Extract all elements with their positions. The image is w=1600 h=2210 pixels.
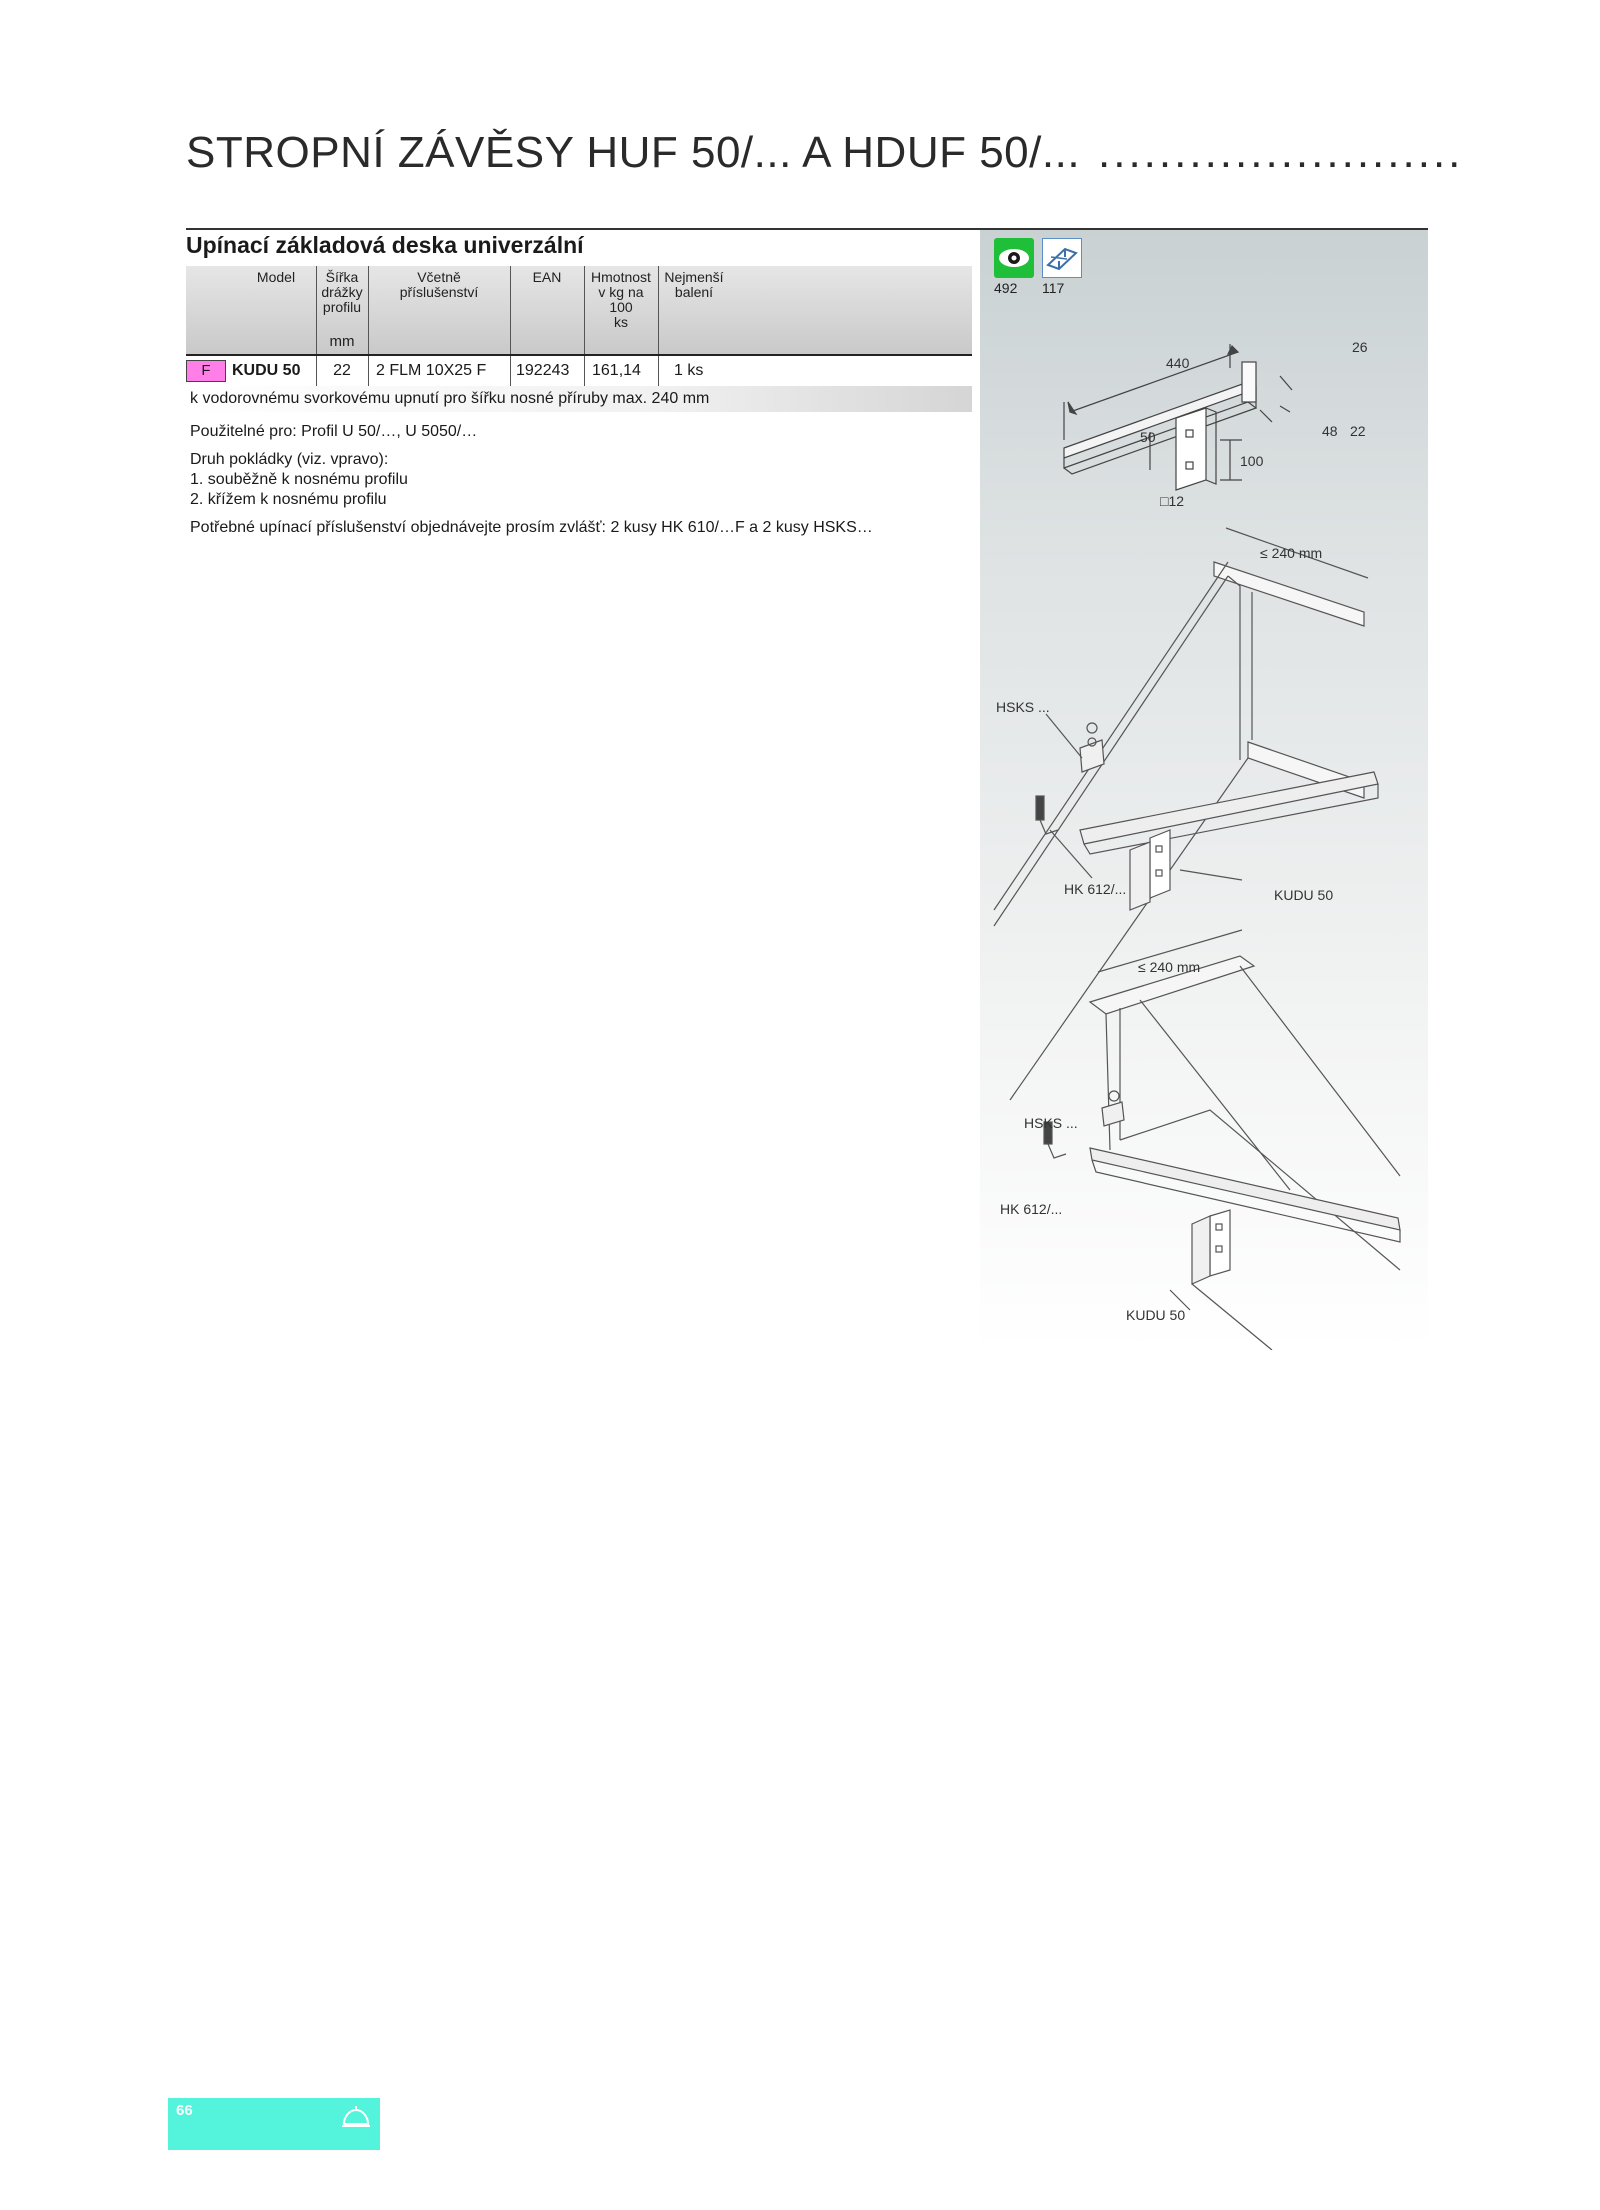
eye-icon-label: 492 — [994, 280, 1018, 296]
hk-label: HK 612/... — [1064, 881, 1127, 897]
laying-option-1: 1. souběžně k nosnému profilu — [190, 471, 408, 488]
dim-slot-width: 22 — [1350, 423, 1366, 439]
column-divider — [510, 356, 511, 386]
dim-plate-height: 100 — [1240, 453, 1264, 469]
dim-hole-spacing: 50 — [1140, 429, 1156, 445]
hsks-label: HSKS ... — [996, 699, 1050, 715]
column-divider — [368, 356, 369, 386]
cell-width: 22 — [333, 362, 351, 379]
title-leader-dots: ........................ — [1098, 128, 1464, 177]
kudu-label-2: KUDU 50 — [1126, 1307, 1186, 1323]
cell-model: KUDU 50 — [232, 362, 301, 379]
brand-logo-icon — [340, 2104, 372, 2132]
column-divider — [658, 356, 659, 386]
accessories-note: Potřebné upínací příslušenství objednávejte prosím zvlášť: 2 kusy HK 610/…F a 2 kusy HSKS… — [190, 519, 873, 536]
flange-width-label: ≤ 240 mm — [1260, 545, 1323, 561]
dim-height: 26 — [1352, 339, 1368, 355]
header-width: Šířka drážky profilu — [321, 269, 363, 315]
technical-drawing — [980, 290, 1428, 1350]
header-weight: Hmotnost v kg na 100 ks — [591, 269, 651, 330]
page-title: STROPNÍ ZÁVĚSY HUF 50/... A HDUF 50/... — [186, 128, 1081, 177]
section-title: Upínací základová deska univerzální — [186, 232, 584, 258]
flange-width-label-2: ≤ 240 mm — [1138, 959, 1201, 975]
hk-label-2: HK 612/... — [1000, 1201, 1063, 1217]
dim-length: 440 — [1166, 355, 1190, 371]
header-ean: EAN — [532, 269, 562, 285]
column-divider — [510, 266, 511, 354]
header-included: Včetně příslušenství — [399, 269, 479, 300]
column-divider — [584, 356, 585, 386]
parallel-mounting-drawing — [994, 528, 1378, 1100]
dim-hole-size: □12 — [1160, 493, 1185, 509]
cross-mounting-drawing — [1044, 930, 1400, 1350]
channel-icon — [1042, 238, 1082, 278]
table-header — [186, 266, 972, 356]
header-model: Model — [256, 269, 296, 285]
eye-icon — [994, 238, 1034, 278]
cell-weight: 161,14 — [592, 362, 641, 379]
table-row — [186, 356, 972, 387]
product-table — [186, 266, 972, 387]
cell-ean: 192243 — [516, 362, 570, 379]
kudu-label: KUDU 50 — [1274, 887, 1334, 903]
table-note: k vodorovnému svorkovému upnutí pro šířku nosné příruby max. 240 mm — [190, 390, 710, 407]
column-divider — [368, 266, 369, 354]
usable-for-text: Použitelné pro: Profil U 50/…, U 5050/… — [190, 423, 478, 440]
cell-pack: 1 ks — [674, 362, 704, 379]
cell-included: 2 FLM 10X25 F — [376, 362, 487, 379]
column-divider — [316, 356, 317, 386]
page-number: 66 — [176, 2102, 193, 2119]
dim-slot-offset: 48 — [1322, 423, 1338, 439]
header-width-unit: mm — [329, 333, 355, 350]
header-pack: Nejmenší balení — [664, 269, 724, 300]
hsks-label-2: HSKS ... — [1024, 1115, 1078, 1131]
laying-option-2: 2. křížem k nosnému profilu — [190, 491, 387, 508]
finish-badge: F — [186, 360, 226, 382]
channel-icon-label: 117 — [1042, 280, 1065, 296]
laying-title: Druh pokládky (viz. vpravo): — [190, 451, 389, 468]
column-divider — [316, 266, 317, 354]
